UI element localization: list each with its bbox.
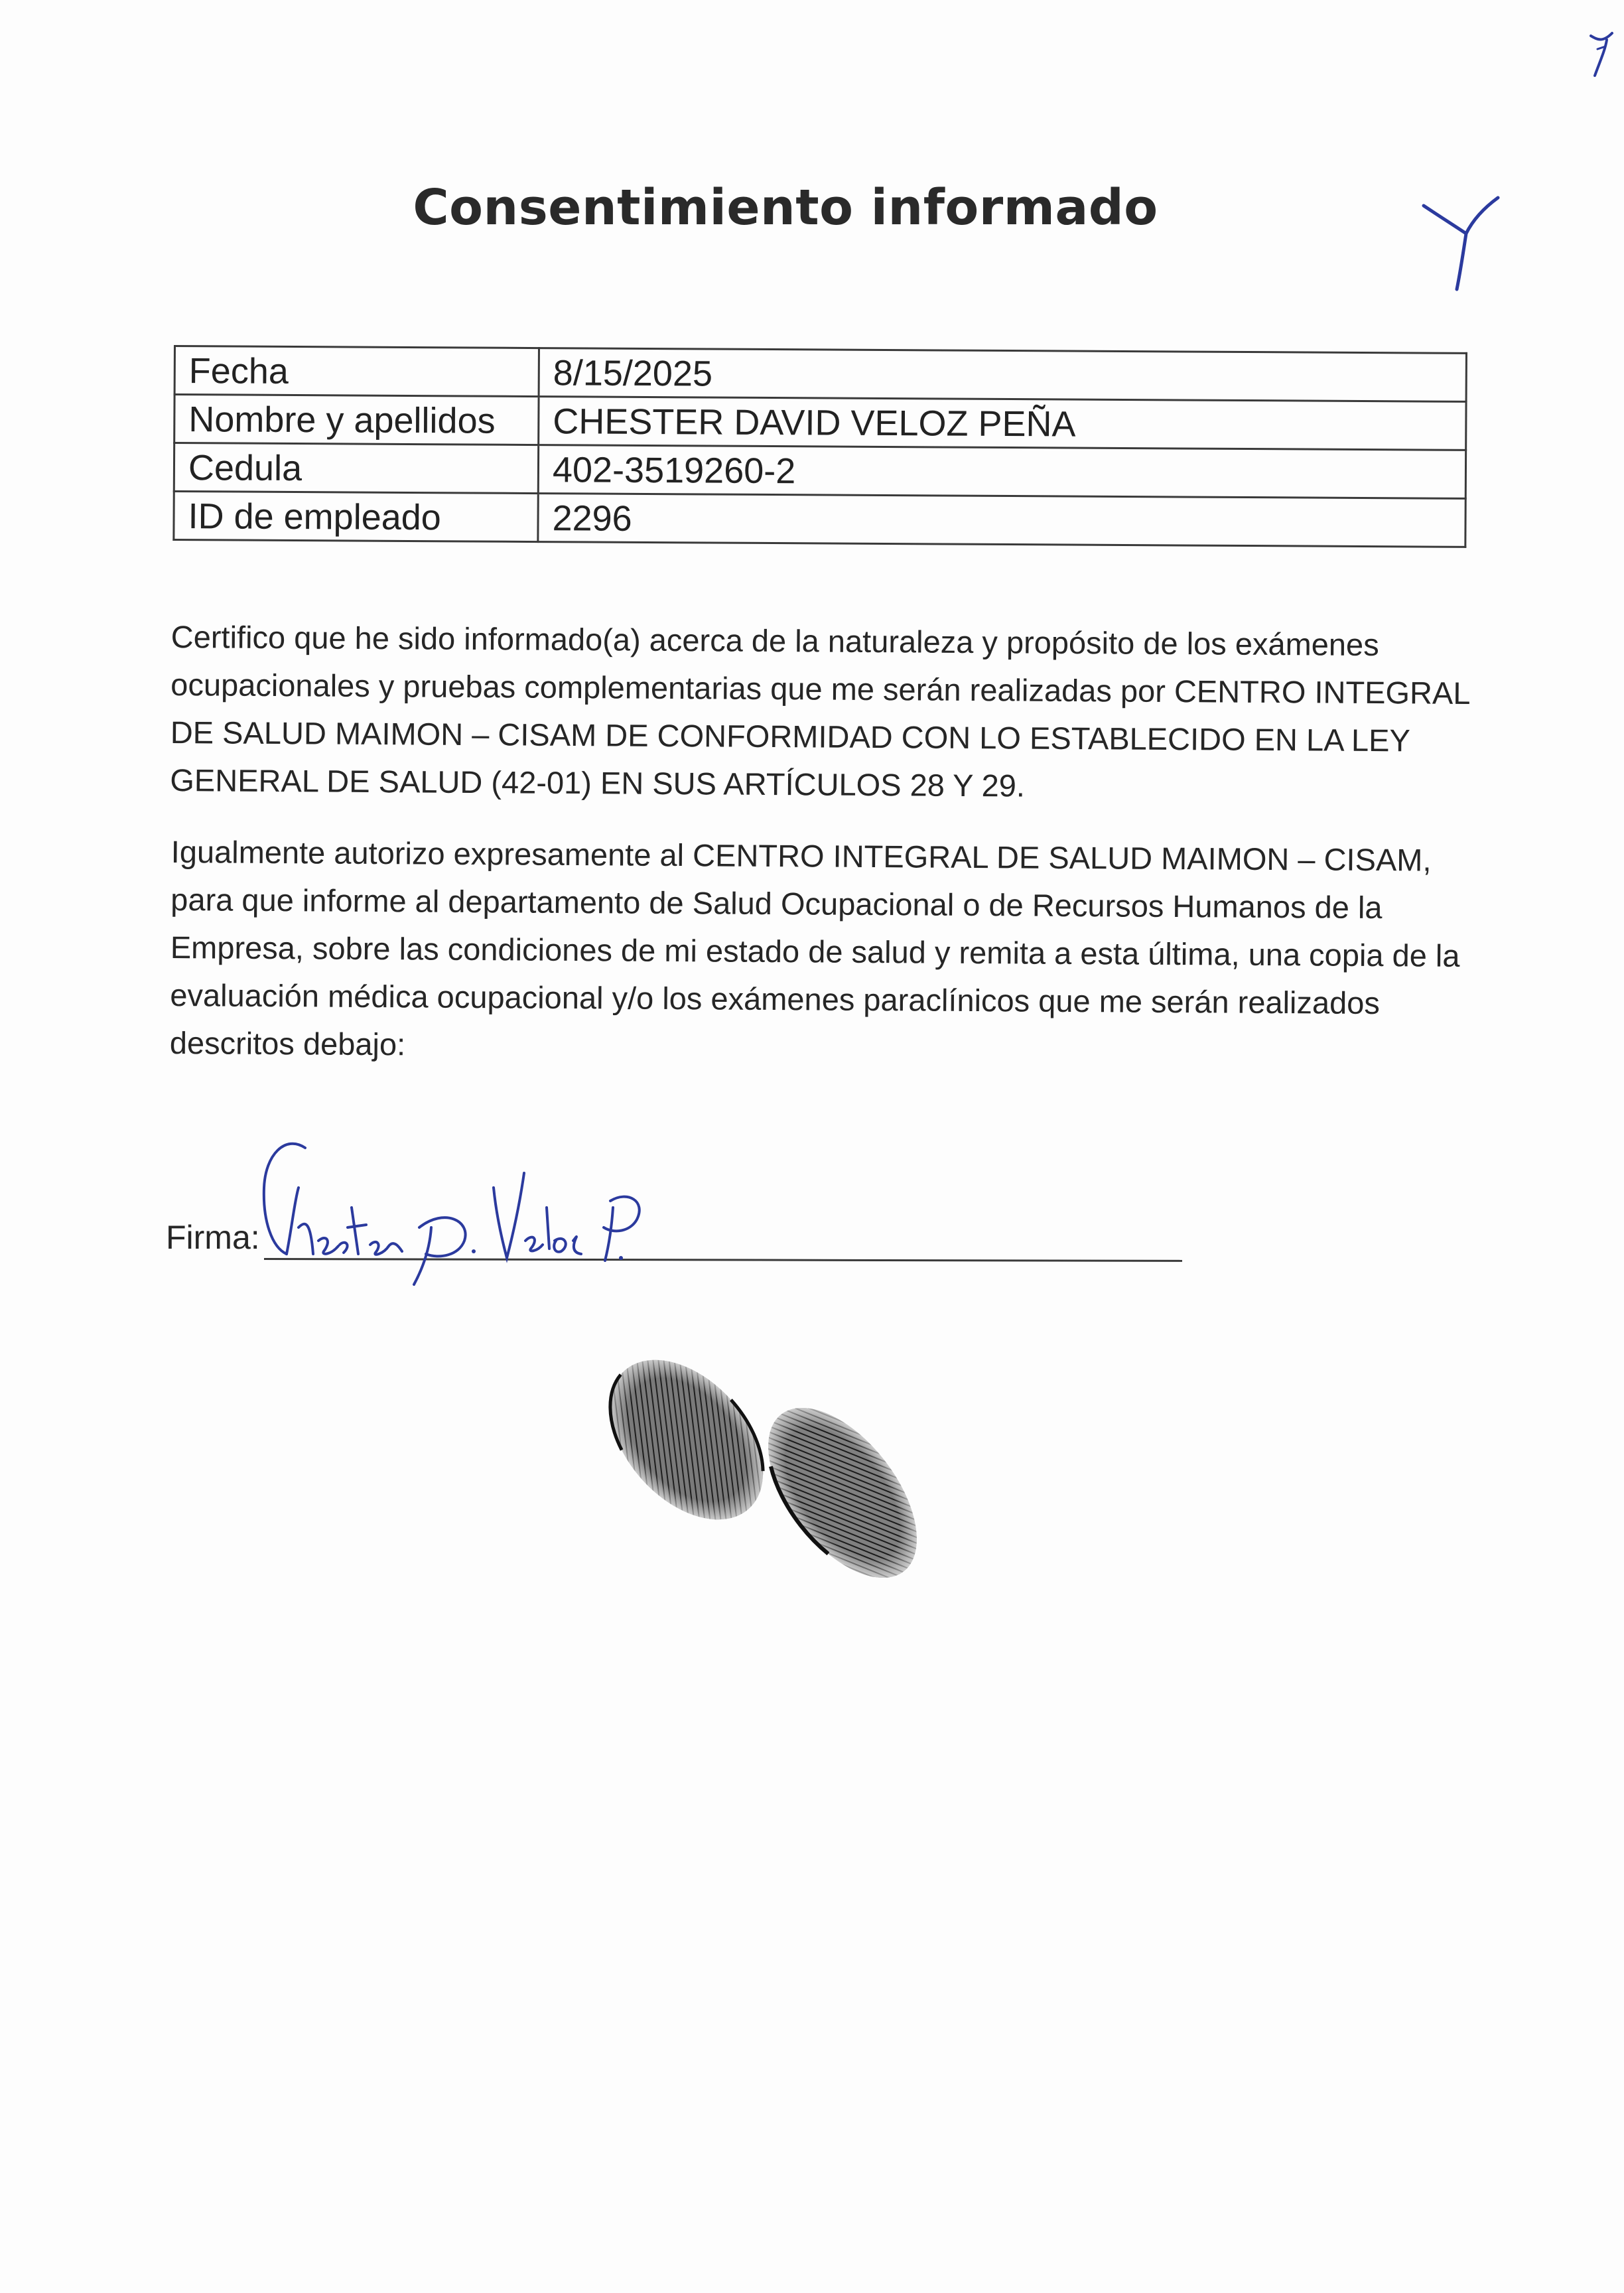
certification-paragraph: Certifico que he sido informado(a) acerca de la naturaleza y propósito de los exámenes ocupacionales y pruebas complementarias que me serán realizadas por CENTRO INTEGRAL DE SALUD MAIMON – CISAM DE CONFORMIDAD CON LO ESTABLECIDO EN LA LEY GENERAL DE SALUD (42-01) EN SUS ARTÍCULOS 28 Y 29.: [170, 618, 1469, 803]
signature-label: Firma:: [166, 1219, 260, 1256]
authorization-paragraph: Igualmente autorizo expresamente al CENTRO INTEGRAL DE SALUD MAIMON – CISAM, para que informe al departamento de Salud Ocupacional o de Recursos Humanos de la Empresa, sobre las condiciones de mi estado de salud y remita a esta última, una copia de la evaluación médica ocupacional y/o los exámenes paraclínicos que me serán realizados descritos debajo:: [169, 833, 1460, 1062]
fecha-value: 8/15/2025: [539, 348, 1466, 402]
handwritten-corner-mark-icon: [1586, 27, 1619, 80]
page-title: Consentimiento informado: [413, 179, 1158, 236]
employee-id-label: ID de empleado: [174, 492, 538, 542]
table-row: [174, 346, 1466, 402]
handwritten-signature-icon: [252, 1128, 663, 1287]
table-row: [174, 395, 1466, 451]
cedula-value: 402-3519260-2: [538, 445, 1465, 499]
cedula-label: Cedula: [174, 443, 538, 494]
table-row: [174, 492, 1465, 547]
handwritten-y-mark-icon: [1420, 192, 1506, 292]
employee-info-table: [172, 345, 1467, 548]
nombre-value: CHESTER DAVID VELOZ PEÑA: [539, 397, 1466, 451]
nombre-label: Nombre y apellidos: [174, 395, 539, 445]
fingerprints-icon: [597, 1340, 1035, 1626]
employee-id-value: 2296: [538, 494, 1465, 547]
fecha-label: Fecha: [174, 346, 539, 397]
table-row: [174, 443, 1465, 499]
